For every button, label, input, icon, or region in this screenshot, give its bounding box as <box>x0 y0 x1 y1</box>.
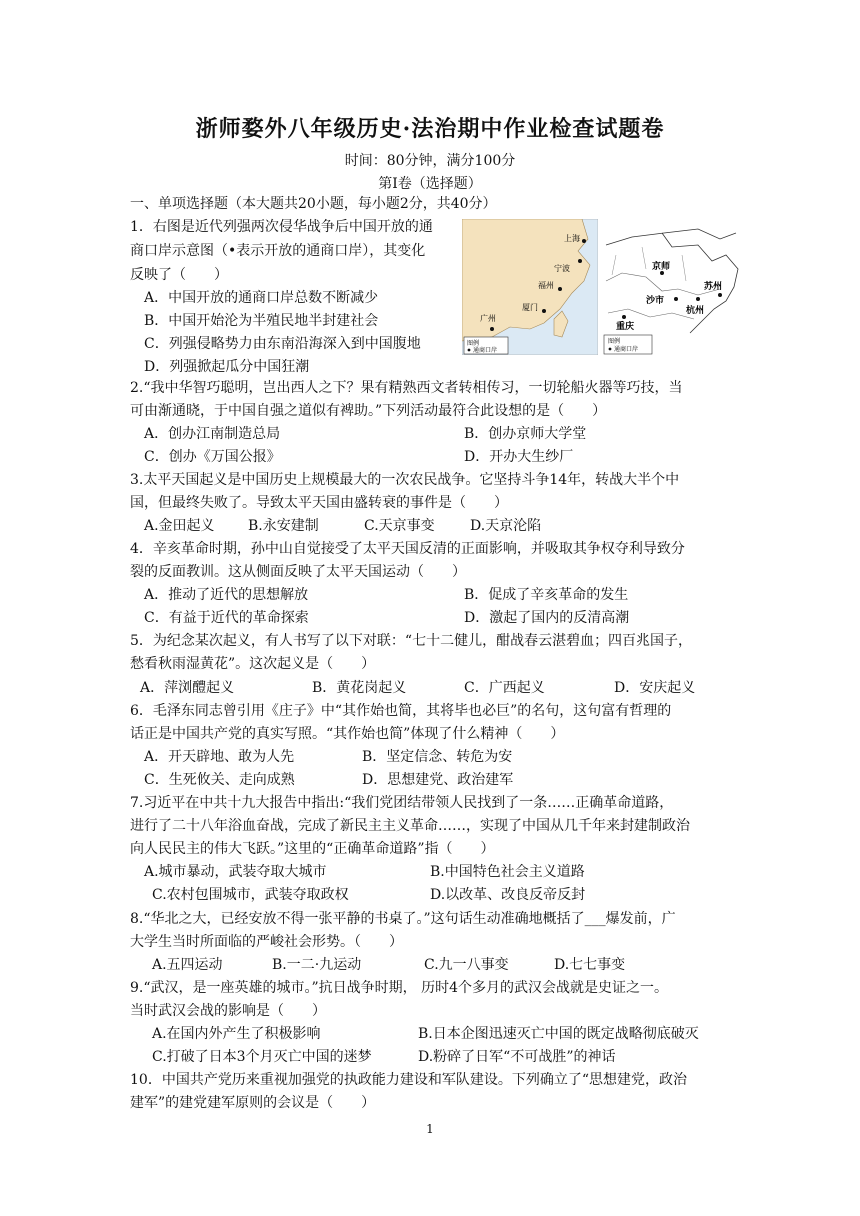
q3-option-d: D.天京沦陷 <box>470 518 542 534</box>
q3-stem-line-1: 3.太平天国起义是中国历史上规模最大的一次农民战争。它坚持斗争14年，转战大半个中 <box>130 472 680 488</box>
q9-stem-line-1: 9.“武汉，是一座英雄的城市。”抗日战争时期， 历时4个多月的武汉会战就是史证之一。 <box>130 980 669 996</box>
q8-option-b: B.一二·九运动 <box>272 957 362 973</box>
q1-option-c: C．列强侵略势力由东南沿海深入到中国腹地 <box>144 336 421 352</box>
q5-stem-line-1: 5．为纪念某次起义，有人书写了以下对联：“七十二健儿，酣战春云湛碧血；四百兆国子， <box>130 633 693 649</box>
map1-legend-item: 通商口岸 <box>473 347 498 354</box>
q1-stem-line-1: 1．右图是近代列强两次侵华战争后中国开放的通 <box>130 219 433 235</box>
q5-option-c: C．广西起义 <box>464 680 545 696</box>
q9-option-d: D.粉碎了日军“不可战胜”的神话 <box>418 1049 616 1065</box>
q2-option-a: A．创办江南制造总局 <box>144 426 281 442</box>
q5-option-a: A．萍浏醴起义 <box>140 680 235 696</box>
q1-option-b: B．中国开始沦为半殖民地半封建社会 <box>144 313 379 329</box>
q8-stem-line-1: 8.“华北之大，已经安放不得一张平静的书桌了。”这句话生动准确地概括了___爆发前，广 <box>130 911 676 927</box>
map2-city-suzhou: 苏州 <box>704 282 723 292</box>
q9-stem-line-2: 当时武汉会战的影响是（ ） <box>130 1003 326 1019</box>
q8-option-c: C.九一八事变 <box>424 957 509 973</box>
q7-stem-line-2: 进行了二十八年浴血奋战，完成了新民主主义革命……，实现了中国从几千年来封建制政治 <box>130 818 690 834</box>
q9-option-b: B.日本企图迅速灭亡中国的既定战略彻底破灭 <box>418 1026 699 1042</box>
map2-legend-item: 通商口岸 <box>614 346 639 353</box>
q9-option-c: C.打破了日本3个月灭亡中国的迷梦 <box>152 1049 372 1065</box>
q5-stem-line-2: 愁看秋雨湿黄花”。这次起义是（ ） <box>130 656 376 672</box>
q2-stem-line-1: 2.“我中华智巧聪明，岂出西人之下？果有精熟西文者转相传习，一切轮船火器等巧技，当 <box>130 380 683 396</box>
q3-option-c: C.天京事变 <box>364 518 435 534</box>
q7-option-a: A.城市暴动，武装夺取大城市 <box>144 864 327 880</box>
q6-stem-line-1: 6．毛泽东同志曾引用《庄子》中“其作始也简，其将毕也必巨”的名句，这句富有哲理的 <box>130 703 672 719</box>
q4-option-d: D．激起了国内的反清高潮 <box>464 610 630 626</box>
map1-city-shanghai: 上海 <box>564 234 580 243</box>
q6-option-b: B．坚定信念、转危为安 <box>362 749 513 765</box>
q8-option-a: A.五四运动 <box>152 957 223 973</box>
map2-city-hangzhou: 杭州 <box>686 306 705 316</box>
map1-city-guangzhou: 广州 <box>480 314 496 323</box>
map2-legend-title: 图例 <box>608 338 621 345</box>
q8-stem-line-2: 大学生当时所面临的严峻社会形势。（ ） <box>130 934 403 950</box>
q10-stem-line-2: 建军”的建党建军原则的会议是（ ） <box>130 1095 376 1111</box>
q5-option-d: D．安庆起义 <box>614 680 696 696</box>
q3-stem-line-2: 国，但最终失败了。导致太平天国由盛转衰的事件是（ ） <box>130 495 508 511</box>
map1-city-ningbo: 宁波 <box>554 264 570 273</box>
q1-stem-line-3: 反映了（ ） <box>130 267 228 283</box>
q4-option-b: B．促成了辛亥革命的发生 <box>464 587 629 603</box>
q4-stem-line-1: 4．辛亥革命时期，孙中山自觉接受了太平天国反清的正面影响，并吸取其争权夺利导致分 <box>130 541 685 557</box>
map2-city-jingshi: 京师 <box>652 262 671 272</box>
q9-option-a: A.在国内外产生了积极影响 <box>152 1026 321 1042</box>
q2-option-c: C．创办《万国公报》 <box>144 449 281 465</box>
q3-option-a: A.金田起义 <box>144 518 215 534</box>
page-number: 1 <box>426 1122 434 1136</box>
q1-stem-line-2: 商口岸示意图（•表示开放的通商口岸），其变化 <box>130 243 426 259</box>
q10-stem-line-1: 10．中国共产党历来重视加强党的执政能力建设和军队建设。下列确立了“思想建党，政治 <box>130 1072 687 1088</box>
volume-heading: 第Ⅰ卷（选择题） <box>378 176 482 192</box>
q1-option-a: A．中国开放的通商口岸总数不断减少 <box>144 290 379 306</box>
q2-option-b: B．创办京师大学堂 <box>464 426 587 442</box>
q1-option-d: D．列强掀起瓜分中国狂潮 <box>144 359 310 375</box>
map1-city-xiamen: 厦门 <box>522 303 538 312</box>
q7-stem-line-1: 7.习近平在中共十九大报告中指出:“我们党团结带领人民找到了一条……正确革命道路， <box>130 795 674 811</box>
q2-stem-line-2: 可由渐通晓，于中国自强之道似有裨助。”下列活动最符合此设想的是（ ） <box>130 403 607 419</box>
section-heading: 一、单项选择题（本大题共20小题，每小题2分，共40分） <box>130 196 497 212</box>
q8-option-d: D.七七事变 <box>554 957 626 973</box>
q7-stem-line-3: 向人民民主的伟大飞跃。”这里的“正确革命道路”指（ ） <box>130 841 495 857</box>
q2-option-d: D．开办大生纱厂 <box>464 449 574 465</box>
q6-option-a: A．开天辟地、敢为人先 <box>144 749 295 765</box>
q5-option-b: B．黄花岗起义 <box>312 680 407 696</box>
page-title: 浙师婺外八年级历史·法治期中作业检查试题卷 <box>195 116 665 142</box>
q7-option-d: D.以改革、改良反帝反封 <box>430 887 586 903</box>
time-info: 时间：80分钟，满分100分 <box>344 153 516 169</box>
map1-city-fuzhou: 福州 <box>538 281 554 290</box>
q4-stem-line-2: 裂的反面教训。这从侧面反映了太平天国运动（ ） <box>130 564 466 580</box>
q7-option-c: C.农村包围城市，武装夺取政权 <box>152 887 349 903</box>
map2-city-chongqing: 重庆 <box>616 322 635 332</box>
q4-option-a: A．推动了近代的思想解放 <box>144 587 309 603</box>
q6-option-d: D．思想建党、政治建军 <box>362 772 514 788</box>
q7-option-b: B.中国特色社会主义道路 <box>430 864 585 880</box>
q4-option-c: C．有益于近代的革命探索 <box>144 610 309 626</box>
map1-legend-title: 图例 <box>467 340 480 347</box>
map2-city-shashi: 沙市 <box>646 296 665 306</box>
treaty-ports-map-2 <box>602 225 740 355</box>
treaty-ports-map-1 <box>462 219 598 355</box>
q6-stem-line-2: 话正是中国共产党的真实写照。“其作始也简”体现了什么精神（ ） <box>130 726 565 742</box>
q6-option-c: C．生死攸关、走向成熟 <box>144 772 295 788</box>
q3-option-b: B.永安建制 <box>248 518 319 534</box>
